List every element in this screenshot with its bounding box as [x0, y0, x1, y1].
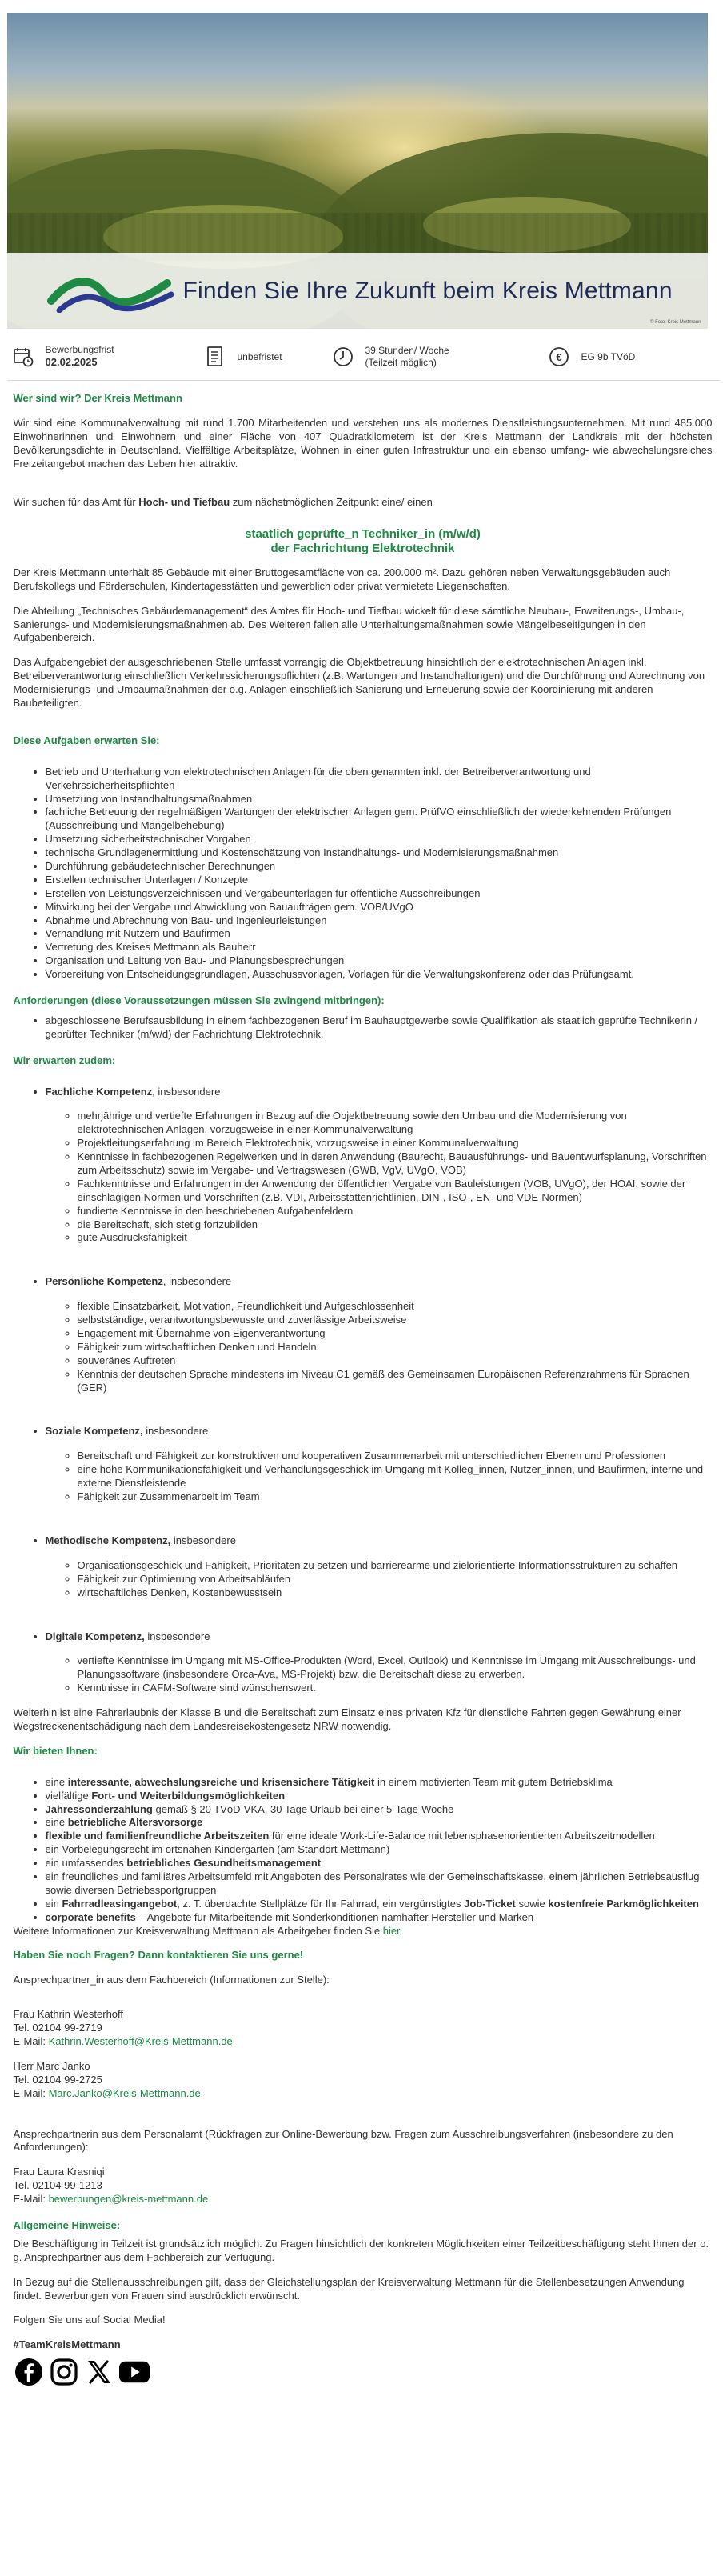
- competence-list: [46, 1654, 713, 1695]
- offer-text: sowie: [515, 1897, 549, 1910]
- competence-item: ◦ souveränes Auftreten: [78, 1354, 713, 1368]
- contact-mail-link[interactable]: Kathrin.Westerhoff@Kreis-Mettmann.de: [48, 2034, 233, 2047]
- competence-suffix: , insbesondere: [162, 1275, 232, 1288]
- contact-name: Frau Kathrin Westerhoff: [13, 2008, 124, 2021]
- contact-tel: Tel. 02104 99-2719: [13, 2022, 102, 2034]
- deadline-label: Bewerbungsfrist: [45, 344, 114, 356]
- task-item: • Erstellen technischer Unterlagen / Konzepte: [46, 874, 713, 887]
- offer-text: eine: [45, 1816, 68, 1829]
- kreis-mettmann-logo: [47, 269, 175, 313]
- contact-mail-row: [14, 2087, 713, 2101]
- search-post: zum nächstmöglichen Zeitpunkt eine/ einen: [230, 496, 433, 509]
- job-title: [14, 527, 713, 555]
- competence-item: ◦ Fähigkeit zur Optimierung von Arbeitsabläufen: [78, 1573, 713, 1586]
- offer-highlight: corporate benefits: [45, 1910, 136, 1923]
- offer-text: ein freundliches und familiäres Arbeitsumfeld mit Angeboten des Personalrates wie der Gemeinschaftskasse, einem jährlichen Betriebsausflug sowie diversen Betriebssportgruppen: [45, 1870, 700, 1896]
- intro-paragraph-2: Die Abteilung „Technisches Gebäudemanagement“ des Amtes für Hoch- und Tiefbau wickelt für diese sämtliche Neubau-, Erweiterungs-, Umbau-, Sanierungs- und Modernisierungsmaßnahmen ab. Des Weiteren fallen alle Unterhaltungsmaßnahmen sowie Mängelbeseitigungen in den Aufgabenbereich.: [13, 604, 685, 644]
- offer-item: [46, 1816, 713, 1830]
- offer-text: eine: [45, 1775, 68, 1788]
- task-item: • Verhandlung mit Nutzern und Baufirmen: [46, 927, 713, 941]
- spacer: [46, 1643, 713, 1654]
- offer-text: ein: [45, 1897, 62, 1910]
- competence-group: [46, 1630, 713, 1707]
- hours-line1: 39 Stunden/ Woche: [365, 345, 449, 356]
- competence-title: Methodische Kompetenz,: [45, 1534, 171, 1546]
- hr-name: Frau Laura Krasniqi: [13, 2166, 105, 2178]
- offer-item: [46, 1803, 713, 1817]
- pay-value: EG 9b TVöD: [581, 350, 636, 362]
- photo-credit: © Foto: Kreis Mettmann: [650, 320, 701, 326]
- competence-list: [46, 1559, 713, 1600]
- deadline-info: [12, 344, 204, 369]
- competence-list: [46, 1450, 713, 1504]
- competence-item: ◦ Fachkenntnisse und Erfahrungen in der Anwendung der öffentlichen Vergabe von Bauleistungen (VOB, UVgO), der HOAI, sowie der einschlägigen Normen und Vorschriften (z.B. VDI, Arbeitsstättenrichtlinien, DIN-, ISO-, EN- und VDE-Normen): [78, 1178, 713, 1205]
- offer-highlight: Fort- und Weiterbildungsmöglichkeiten: [91, 1789, 286, 1802]
- offer-highlight: kostenfreie Parkmöglichkeiten: [548, 1897, 699, 1910]
- contact-mail-label: E-Mail:: [13, 2034, 49, 2047]
- task-item: • Erstellen von Leistungsverzeichnissen und Vergabeunterlagen für öffentliche Ausschreibungen: [46, 887, 713, 901]
- offer-item: [46, 1843, 713, 1857]
- task-item: • fachliche Betreuung der regelmäßigen Wartungen der elektrischen Anlagen gem. PrüfVO einschließlich der wiederkehrenden Prüfungen (Ausschreibung und Mängelbehebung): [46, 806, 713, 833]
- competence-item: ◦ flexible Einsatzbarkeit, Motivation, Freundlichkeit und Aufgeschlossenheit: [78, 1300, 713, 1314]
- spacer: [46, 1548, 713, 1559]
- competence-suffix: insbesondere: [142, 1425, 209, 1438]
- tasks-heading: Diese Aufgaben erwarten Sie:: [13, 734, 160, 746]
- competence-item: ◦ Kenntnisse in CAFM-Software sind wünschenswert.: [78, 1682, 713, 1695]
- task-item: • Betrieb und Unterhaltung von elektrotechnischen Anlagen für die oben genannten inkl. der Betreiberverantwortung und Verkehrssicherheitspflichten: [46, 766, 713, 793]
- info-bar: [7, 334, 721, 381]
- notes-heading: Allgemeine Hinweise:: [13, 2219, 121, 2231]
- job-title-line1: staatlich geprüfte_n Techniker_in (m/w/d): [245, 527, 481, 542]
- hours-line2: (Teilzeit möglich): [365, 357, 437, 368]
- task-item: • Durchführung gebäudetechnischer Berechnungen: [46, 860, 713, 874]
- offer-item: [46, 1776, 713, 1790]
- task-item: • Umsetzung von Instandhaltungsmaßnahmen: [46, 793, 713, 806]
- competence-title: Soziale Kompetenz,: [45, 1425, 143, 1438]
- search-pre: Wir suchen für das Amt für: [13, 496, 139, 509]
- offer-more-pre: Weitere Informationen zur Kreisverwaltung Mettmann als Arbeitgeber finden Sie: [13, 1924, 383, 1937]
- competence-item: ◦ wirtschaftliches Denken, Kostenbewusstsein: [78, 1586, 713, 1600]
- banner-tagline: Finden Sie Ihre Zukunft beim Kreis Mettmann: [182, 278, 673, 304]
- task-item: • Mitwirkung bei der Vergabe und Abwicklung von Bauaufträgen gem. VOB/UVgO: [46, 901, 713, 914]
- offer-item: [46, 1830, 713, 1843]
- competence-suffix: insbesondere: [170, 1534, 236, 1546]
- contact-hr: [14, 2166, 713, 2206]
- clock-icon: [332, 346, 354, 368]
- offer-highlight: Jahressonderzahlung: [45, 1802, 153, 1815]
- offer-list: [14, 1776, 713, 1925]
- search-intro: [14, 496, 713, 510]
- competence-item: ◦ Organisationsgeschick und Fähigkeit, Prioritäten zu setzen und barrierearme und zielorientierte Informationsstrukturen zu schaffen: [78, 1559, 713, 1573]
- duration-value: unbefristet: [237, 350, 282, 362]
- competence-item: ◦ Fähigkeit zur Zusammenarbeit im Team: [78, 1490, 713, 1504]
- competence-item: ◦ selbstständige, verantwortungsbewusste und zuverlässige Arbeitsweise: [78, 1314, 713, 1327]
- offer-heading: Wir bieten Ihnen:: [13, 1744, 98, 1757]
- competence-item: ◦ vertiefte Kenntnisse im Umgang mit MS-Office-Produkten (Word, Excel, Outlook) und Kenntnisse im Umgang mit Ausschreibungs- und Planungssoftware (insbesondere Orca-Ava, MS-Projekt) bzw. die Bereitschaft diese zu erwerben.: [78, 1654, 713, 1682]
- competence-item: ◦ die Bereitschaft, sich stetig fortzubilden: [78, 1218, 713, 1232]
- offer-more-post: .: [399, 1924, 403, 1937]
- duration-info: [204, 346, 332, 368]
- competence-suffix: insbesondere: [144, 1630, 210, 1642]
- competence-title: Digitale Kompetenz,: [45, 1630, 145, 1642]
- task-item: • Vertretung des Kreises Mettmann als Bauherr: [46, 941, 713, 954]
- competence-item: ◦ gute Ausdrucksfähigkeit: [78, 1231, 713, 1245]
- task-item: • Organisation und Leitung von Bau- und Planungsbesprechungen: [46, 954, 713, 968]
- competence-item: ◦ Engagement mit Übernahme von Eigenverantwortung: [78, 1327, 713, 1341]
- offer-text: für eine ideale Work-Life-Balance mit lebensphasenorientierten Arbeitszeitmodellen: [269, 1830, 655, 1842]
- competence-item: ◦ Bereitschaft und Fähigkeit zur konstruktiven und kooperativen Zusammenarbeit mit unterschiedlichen Ebenen und Professionen: [78, 1450, 713, 1463]
- contact-dept-intro: Ansprechpartner_in aus dem Fachbereich (Informationen zur Stelle):: [13, 1974, 330, 1986]
- hr-tel: Tel. 02104 99-1213: [13, 2179, 102, 2192]
- competence-title: Persönliche Kompetenz: [45, 1275, 163, 1288]
- offer-text: , z. T. überdachte Stellplätze für Ihr Fahrrad, ein vergünstigtes: [177, 1897, 465, 1910]
- banner-band: [7, 253, 708, 329]
- competence-suffix: , insbesondere: [152, 1085, 221, 1098]
- expect-list: [14, 1086, 713, 1707]
- competence-item: ◦ Fähigkeit zum wirtschaftlichen Denken und Handeln: [78, 1341, 713, 1354]
- offer-item: [46, 1857, 713, 1870]
- tasks-list: [14, 766, 713, 982]
- spacer: [46, 1245, 713, 1275]
- hours-info: [332, 345, 548, 369]
- offer-highlight: Job-Ticket: [464, 1897, 516, 1910]
- pay-info: [548, 346, 660, 368]
- competence-group: [46, 1086, 713, 1276]
- task-item: • Umsetzung sicherheitstechnischer Vorgaben: [46, 833, 713, 846]
- spacer: [46, 1504, 713, 1534]
- facebook-icon[interactable]: [14, 2357, 44, 2387]
- spacer: [46, 1098, 713, 1110]
- competence-group: [46, 1275, 713, 1425]
- contact-mail-label: E-Mail:: [13, 2086, 49, 2099]
- competence-item: ◦ mehrjährige und vertiefte Erfahrungen in Bezug auf die Objektbetreuung sowie den Umbau und die Modernisierung von elektrotechnischen Anlagen, vorzugsweise in einer Kommunalverwaltung: [78, 1110, 713, 1137]
- competence-title: Fachliche Kompetenz: [45, 1085, 153, 1098]
- search-department: Hoch- und Tiefbau: [138, 496, 230, 509]
- spacer: [46, 1394, 713, 1425]
- notes-paragraph-2: In Bezug auf die Stellenausschreibungen gilt, dass der Gleichstellungsplan der Kreisverwaltung Mettmann für die Stellenbesetzungen Anwendung findet. Bewerbungen von Frauen sind ausdrücklich erwünscht.: [13, 2275, 685, 2302]
- hr-mail-link[interactable]: bewerbungen@kreis-mettmann.de: [48, 2193, 209, 2206]
- requirements-heading: Anforderungen (diese Voraussetzungen müssen Sie zwingend mitbringen):: [13, 994, 385, 1006]
- employer-info-link[interactable]: hier: [382, 1924, 400, 1937]
- competence-list: [46, 1110, 713, 1245]
- offer-item: [46, 1870, 713, 1898]
- requirements-list: [14, 1014, 713, 1042]
- offer-highlight: betriebliches Gesundheitsmanagement: [126, 1857, 322, 1870]
- euro-coin-icon: [548, 346, 570, 368]
- requirement-item: • abgeschlossene Berufsausbildung in einem fachbezogenen Beruf im Bauhauptgewerbe sowie Qualifikation als staatlich geprüfte Technikerin / geprüfter Techniker (m/w/d) der Fachrichtung Elektrotechnik.: [46, 1014, 713, 1042]
- contact-person-1: [14, 2008, 713, 2049]
- social-links: [14, 2357, 713, 2387]
- posting-content: [7, 381, 721, 2395]
- contact-heading: Haben Sie noch Fragen? Dann kontaktieren Sie uns gerne!: [13, 1949, 304, 1962]
- offer-item: [46, 1911, 713, 1925]
- x-icon[interactable]: [84, 2357, 114, 2387]
- offer-item: [46, 1790, 713, 1803]
- notes-paragraph-3: Folgen Sie uns auf Social Media!: [13, 2314, 166, 2326]
- spacer: [46, 1695, 713, 1706]
- contact-name: Herr Marc Janko: [13, 2059, 90, 2072]
- hr-mail-label: E-Mail:: [13, 2193, 49, 2206]
- competence-item: ◦ fundierte Kenntnisse in den beschriebenen Aufgabenfeldern: [78, 1205, 713, 1218]
- offer-highlight: Fahrradleasingangebot: [62, 1897, 178, 1910]
- deadline-value: 02.02.2025: [45, 356, 98, 369]
- who-text: Wir sind eine Kommunalverwaltung mit rund 1.700 Mitarbeitenden und verstehen uns als modernes Dienstleistungsunternehmen. Mit rund 485.000 Einwohnerinnen und Einwohnern und einer Fläche von 407 Quadratkilometern ist der Kreis Mettmann der Landkreis mit der höchsten Bevölkerungsdichte in Deutschland. Vielfältige Arbeitsplätze, Wohnen in einer guten Infrastruktur und ein ebenso umfang- wie abwechslungsreiches Freizeitangebot machen das Leben hier attraktiv.: [13, 416, 713, 470]
- who-heading: Wer sind wir? Der Kreis Mettmann: [13, 392, 182, 404]
- offer-more-info: [14, 1925, 713, 1938]
- spacer: [46, 1289, 713, 1300]
- svg-text:€: €: [555, 351, 562, 363]
- offer-text: vielfältige: [45, 1789, 92, 1802]
- hr-mail-row: [14, 2193, 713, 2206]
- competence-item: ◦ Projektleitungserfahrung im Bereich Elektrotechnik, vorzugsweise in einer Kommunalverwaltung: [78, 1137, 713, 1150]
- document-icon: [204, 346, 226, 368]
- notes-paragraph-1: Die Beschäftigung in Teilzeit ist grundsätzlich möglich. Zu Fragen hinsichtlich der konkreten Möglichkeiten einer Teilzeitbeschäftigung steht Ihnen der o. g. Ansprechpartner aus dem Fachbereich zur Verfügung.: [13, 2237, 709, 2263]
- task-item: • Abnahme und Abrechnung von Bau- und Ingenieurleistungen: [46, 914, 713, 928]
- competence-item: ◦ Kenntnis der deutschen Sprache mindestens im Niveau C1 gemäß des Gemeinsamen Europäischen Referenzrahmens für Sprachen (GER): [78, 1368, 713, 1395]
- contact-mail-link[interactable]: Marc.Janko@Kreis-Mettmann.de: [48, 2086, 201, 2099]
- offer-text: ein Vorbelegungsrecht im ortsnahen Kindergarten (am Standort Mettmann): [45, 1843, 390, 1856]
- offer-item: [46, 1898, 713, 1911]
- task-item: • Vorbereitung von Entscheidungsgrundlagen, Ausschussvorlagen, Vorlagen für die Verwaltungskonferenz oder das Prüfungsamt.: [46, 968, 713, 982]
- intro-paragraph-3: Das Aufgabengebiet der ausgeschriebenen Stelle umfasst vorrangig die Objektbetreuung hinsichtlich der elektrotechnischen Anlagen inkl. Betreiberverantwortung einschließlich Verkehrssicherungspflichten (z.B. Wartungen und Instandhaltungen) und die Durchführung und Abrechnung von Modernisierungs- und Umbaumaßnahmen der o.g. Anlagen einschließlich Sanierung und Erneuerung sowie der Koordinierung mit anderen Baubeteiligten.: [13, 656, 705, 709]
- instagram-icon[interactable]: [49, 2357, 79, 2387]
- youtube-icon[interactable]: [119, 2357, 150, 2387]
- calendar-clock-icon: [12, 346, 34, 368]
- job-title-line2: der Fachrichtung Elektrotechnik: [270, 541, 455, 555]
- header-banner: [7, 13, 708, 329]
- competence-group: [46, 1534, 713, 1630]
- expect-closing: Weiterhin ist eine Fahrerlaubnis der Klasse B und die Bereitschaft zum Einsatz eines privaten Kfz für dienstliche Fahrten gegen Gewährung einer Wegstreckenentschädigung nach dem Landesreisekostengesetz NRW notwendig.: [13, 1706, 681, 1732]
- task-item: • technische Grundlagenermittlung und Kostenschätzung von Instandhaltungs- und Modernisierungsmaßnahmen: [46, 846, 713, 860]
- competence-list: [46, 1300, 713, 1394]
- competence-item: ◦ eine hohe Kommunikationsfähigkeit und Verhandlungsgeschick im Umgang mit Kolleg_innen, Nutzer_innen, und Baufirmen, interne und externe Dienstleistende: [78, 1463, 713, 1490]
- spacer: [46, 1438, 713, 1450]
- contact-person-2: [14, 2060, 713, 2101]
- offer-text: ein umfassendes: [45, 1857, 127, 1870]
- intro-paragraph-1: Der Kreis Mettmann unterhält 85 Gebäude mit einer Bruttogesamtfläche von ca. 200.000 m². Dazu gehören neben Verwaltungsgebäuden auch Berufskollegs und Förderschulen, Kindertagesstätten und gewerblich oder privat vermietete Liegenschaften.: [13, 566, 671, 592]
- offer-text: in einem motivierten Team mit gutem Betriebsklima: [374, 1775, 613, 1788]
- contact-mail-row: [14, 2035, 713, 2049]
- offer-highlight: interessante, abwechslungsreiche und krisensichere Tätigkeit: [67, 1775, 375, 1788]
- job-posting-page: [7, 0, 721, 2395]
- offer-text: – Angebote für Mitarbeitende mit Sonderkonditionen namhafter Hersteller und Marken: [135, 1910, 534, 1923]
- competence-item: ◦ Kenntnisse in fachbezogenen Regelwerken und in deren Anwendung (Baurecht, Bauausführungs- und Bauentwurfsplanung, Vorschriften zum Arbeitsschutz) sowie im Vergabe- und Vertragswesen (GWB, VgV, UVgO, VOB): [78, 1150, 713, 1178]
- offer-highlight: betriebliche Altersvorsorge: [67, 1816, 203, 1829]
- offer-highlight: flexible und familienfreundliche Arbeitszeiten: [45, 1830, 270, 1842]
- contact-tel: Tel. 02104 99-2725: [13, 2073, 102, 2086]
- spacer: [46, 1600, 713, 1630]
- contact-hr-intro: Ansprechpartnerin aus dem Personalamt (Rückfragen zur Online-Bewerbung bzw. Fragen zum Ausschreibungsverfahren (insbesondere zu den Anforderungen):: [13, 2127, 673, 2154]
- expect-heading: Wir erwarten zudem:: [13, 1054, 116, 1066]
- competence-group: [46, 1425, 713, 1534]
- hashtag: #TeamKreisMettmann: [13, 2338, 121, 2351]
- offer-text: gemäß § 20 TVöD-VKA, 30 Tage Urlaub bei einer 5-Tage-Woche: [152, 1802, 454, 1815]
